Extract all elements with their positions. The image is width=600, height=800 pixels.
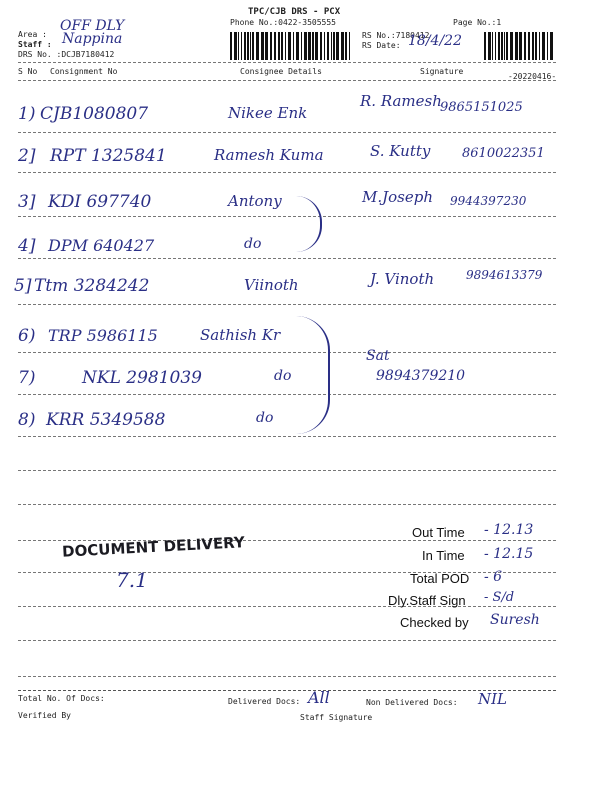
barcode-bar <box>547 32 548 60</box>
document-delivery-stamp: DOCUMENT DELIVERY <box>61 533 246 561</box>
stamp-note: 7.1 <box>116 568 148 592</box>
barcode-bar <box>488 32 491 60</box>
recipient-signature: Sat <box>366 348 390 364</box>
barcode-bar <box>519 32 522 60</box>
non-delivered-docs-label: Non Delivered Docs: <box>366 698 458 707</box>
footer-rule <box>18 690 556 691</box>
barcode-bar <box>510 32 513 60</box>
barcode-bar <box>542 32 545 60</box>
barcode-bar <box>532 32 534 60</box>
drs-barcode <box>230 32 352 60</box>
barcode-bar <box>504 32 505 60</box>
barcode-bar <box>345 32 347 60</box>
entry-index: 5] <box>14 276 32 296</box>
row-rule <box>18 394 556 395</box>
barcode-bar <box>244 32 246 60</box>
barcode-bar <box>281 32 283 60</box>
consignment-number: DPM 640427 <box>48 236 155 255</box>
recipient-signature: S. Kutty <box>370 142 431 160</box>
row-rule <box>18 132 556 133</box>
row-rule <box>18 436 556 437</box>
barcode-bar <box>535 32 537 60</box>
row-rule <box>18 676 556 677</box>
entry-index: 2] <box>18 146 36 166</box>
barcode-bar <box>293 32 294 60</box>
barcode-bar <box>278 32 280 60</box>
barcode-bar <box>515 32 518 60</box>
row-rule <box>18 304 556 305</box>
out-time-value: - 12.13 <box>484 522 534 538</box>
barcode-bar <box>315 32 318 60</box>
checked-by-value: Suresh <box>490 612 540 628</box>
verified-by-label: Verified By <box>18 711 71 720</box>
barcode-bar <box>327 32 329 60</box>
entry-index: 4] <box>18 236 36 256</box>
barcode-bar <box>230 32 232 60</box>
barcode-bar <box>324 32 325 60</box>
staff-signature-label: Staff Signature <box>300 713 373 722</box>
consignment-number: NKL 2981039 <box>82 368 202 388</box>
delivered-docs-label: Delivered Docs: <box>228 697 301 706</box>
row-rule <box>18 172 556 173</box>
column-signature: Signature <box>420 67 464 76</box>
in-time-value: - 12.15 <box>484 546 534 562</box>
barcode-bar <box>333 32 335 60</box>
barcode-bar <box>498 32 500 60</box>
barcode-bar <box>304 32 307 60</box>
barcode-bar <box>349 32 350 60</box>
page-number: Page No.:1 <box>453 18 502 27</box>
consignee-name: Ramesh Kuma <box>214 146 324 164</box>
delivered-docs-value: All <box>308 688 330 707</box>
recipient-signature: R. Ramesh <box>360 92 442 110</box>
barcode-bar <box>301 32 302 60</box>
barcode-bar <box>250 32 251 60</box>
area-label: Area : <box>18 30 47 39</box>
document-title: TPC/CJB DRS - PCX <box>248 7 341 17</box>
total-pod-value: - 6 <box>484 569 503 585</box>
row-rule <box>18 504 556 505</box>
barcode-bar <box>506 32 508 60</box>
consignee-name: Nikee Enk <box>228 104 308 122</box>
date-code: -20220416- <box>508 72 557 81</box>
consignment-number: RPT 1325841 <box>50 146 167 166</box>
row-rule <box>18 640 556 641</box>
brace-entries-6-8 <box>296 316 330 434</box>
recipient-signature: M.Joseph <box>362 188 434 206</box>
barcode-bar <box>331 32 332 60</box>
staff-value: Nappina <box>62 31 123 47</box>
entry-index: 7) <box>18 368 36 388</box>
checked-by-label: Checked by <box>400 615 469 630</box>
rs-number: RS No.:7180412 <box>362 31 430 40</box>
total-docs-label: Total No. Of Docs: <box>18 694 105 703</box>
column-consignment: Consignment No <box>50 67 118 76</box>
barcode-bar <box>265 32 268 60</box>
barcode-bar <box>336 32 339 60</box>
consignee-name: Sathish Kr <box>200 326 281 344</box>
barcode-bar <box>274 32 276 60</box>
barcode-bar <box>261 32 264 60</box>
rs-barcode <box>484 32 556 60</box>
row-rule <box>18 216 556 217</box>
consignee-name: do <box>244 236 262 252</box>
recipient-phone: 9894379210 <box>376 368 466 384</box>
barcode-bar <box>270 32 272 60</box>
recipient-phone: 9894613379 <box>466 268 543 282</box>
row-rule <box>18 352 556 353</box>
barcode-bar <box>524 32 526 60</box>
consignment-number: TRP 5986115 <box>48 326 158 345</box>
consignee-name: do <box>256 410 274 426</box>
row-rule <box>18 258 556 259</box>
entry-index: 3] <box>18 192 36 212</box>
barcode-bar <box>492 32 493 60</box>
consignee-name: do <box>274 368 292 384</box>
barcode-bar <box>285 32 286 60</box>
entry-index: 1) <box>18 104 36 124</box>
column-rule <box>18 80 556 81</box>
entry-index: 8) <box>18 410 36 430</box>
consignment-number: CJB1080807 <box>40 104 149 124</box>
barcode-bar <box>296 32 299 60</box>
out-time-label: Out Time <box>412 525 465 540</box>
barcode-bar <box>252 32 254 60</box>
staff-sign-label: Dly.Staff Sign <box>388 593 466 608</box>
barcode-bar <box>241 32 242 60</box>
barcode-bar <box>312 32 314 60</box>
barcode-bar <box>539 32 540 60</box>
barcode-bar <box>247 32 249 60</box>
phone-number: Phone No.:0422-3505555 <box>230 18 336 27</box>
barcode-bar <box>308 32 311 60</box>
consignment-number: Ttm 3284242 <box>34 276 150 296</box>
row-rule <box>18 572 556 573</box>
non-delivered-docs-value: NIL <box>478 690 508 708</box>
area-value: OFF DLY <box>60 18 125 34</box>
recipient-phone: 9865151025 <box>440 100 523 115</box>
barcode-bar <box>288 32 291 60</box>
drs-number: DRS No. :DCJB7180412 <box>18 50 115 59</box>
total-pod-label: Total POD <box>410 571 470 586</box>
consignee-name: Antony <box>228 192 282 210</box>
consignment-number: KDI 697740 <box>48 192 152 212</box>
consignment-number: KRR 5349588 <box>46 410 166 430</box>
recipient-phone: 8610022351 <box>462 146 545 161</box>
column-sno: S No <box>18 67 38 76</box>
barcode-bar <box>341 32 344 60</box>
barcode-bar <box>256 32 259 60</box>
rs-date-value: 18/4/22 <box>408 33 462 49</box>
barcode-bar <box>234 32 237 60</box>
recipient-signature: J. Vinoth <box>370 270 435 288</box>
rs-date-label: RS Date: <box>362 41 401 50</box>
barcode-bar <box>238 32 239 60</box>
header-rule <box>18 62 556 63</box>
row-rule <box>18 606 556 607</box>
recipient-phone: 9944397230 <box>450 194 527 208</box>
row-rule <box>18 470 556 471</box>
barcode-bar <box>495 32 496 60</box>
entry-index: 6) <box>18 326 36 346</box>
column-consignee: Consignee Details <box>240 67 322 76</box>
barcode-bar <box>320 32 322 60</box>
consignee-name: Viinoth <box>244 276 299 294</box>
barcode-bar <box>501 32 503 60</box>
brace-entries-3-4 <box>296 196 322 252</box>
staff-sign-value: - S/d <box>484 590 515 605</box>
barcode-bar <box>550 32 553 60</box>
in-time-label: In Time <box>422 548 465 563</box>
staff-label: Staff : <box>18 40 52 49</box>
barcode-bar <box>484 32 486 60</box>
barcode-bar <box>528 32 530 60</box>
